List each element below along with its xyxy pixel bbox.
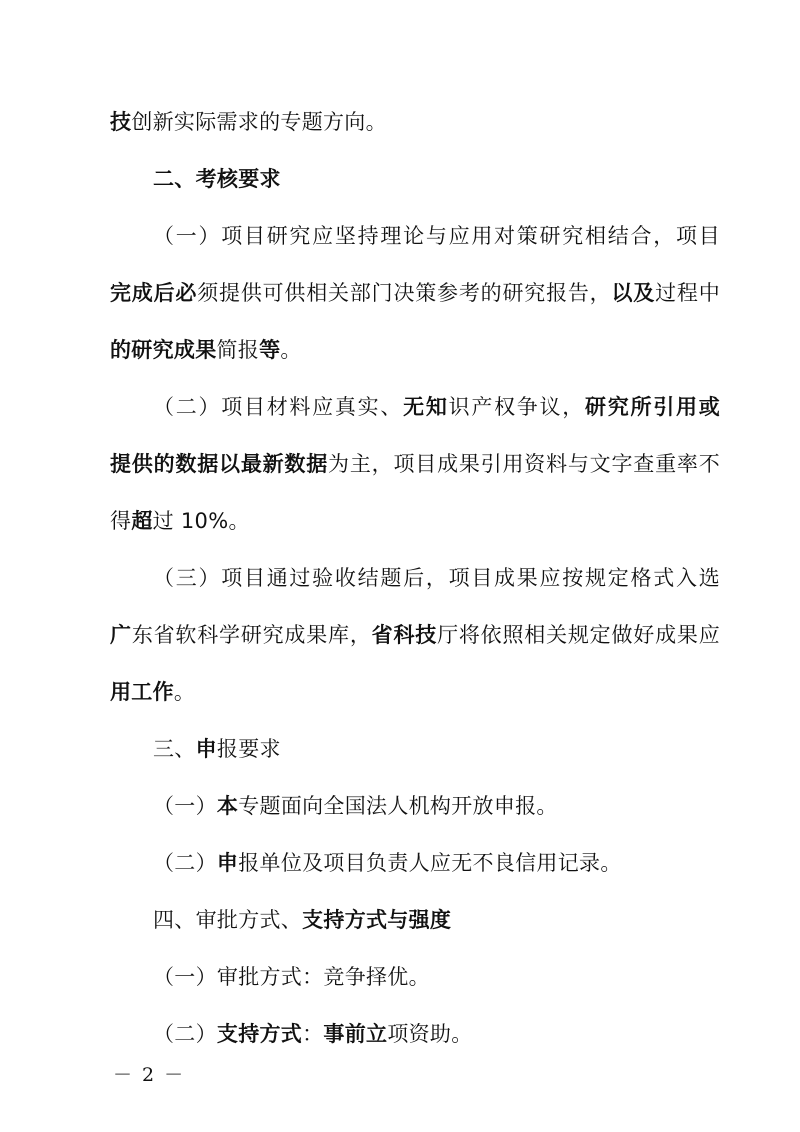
text: 报单位及项目负责人应无不良信用记录。 bbox=[238, 851, 622, 875]
item-number: （一） bbox=[153, 794, 217, 818]
item-2-2-line-3 bbox=[110, 507, 720, 535]
bold-text: 提供的数据以最新数据 bbox=[110, 452, 329, 476]
text: ： bbox=[302, 1022, 324, 1046]
text: 专题面向全国法人机构开放申报。 bbox=[238, 794, 558, 818]
item-number: （二） bbox=[153, 395, 222, 419]
item-2-3-line-1 bbox=[153, 564, 720, 592]
section-heading-4 bbox=[153, 906, 720, 934]
item-2-3-line-2 bbox=[110, 621, 720, 649]
bold-text: 申 bbox=[216, 851, 239, 875]
text: 厅将依照相关规定做好成果应 bbox=[437, 623, 720, 647]
item-number: （二） bbox=[153, 851, 217, 875]
bold-text: 等 bbox=[259, 338, 281, 362]
bold-text: 本 bbox=[216, 794, 239, 818]
text: 项目通过验收结题后，项目成果应按规定格式入选 bbox=[221, 566, 720, 590]
text: 四、审批方式、 bbox=[153, 908, 303, 932]
text: 项目研究应坚持理论与应用对策研究相结合，项目 bbox=[221, 224, 720, 248]
text: 审批方式：竞争择优。 bbox=[216, 965, 430, 989]
text: 东省软科学研究成果库， bbox=[131, 623, 372, 647]
item-number: （一） bbox=[153, 224, 222, 248]
bold-text: 广 bbox=[110, 623, 132, 647]
item-3-2 bbox=[153, 849, 720, 877]
bold-text: 用工作 bbox=[110, 680, 174, 704]
bold-text: 完成后必 bbox=[110, 281, 198, 305]
page-number: － 2 － bbox=[113, 1064, 186, 1086]
item-4-2 bbox=[153, 1020, 720, 1048]
item-2-2-line-2 bbox=[110, 450, 720, 478]
bold-text: 超 bbox=[131, 509, 153, 533]
bold-text: 事前立 bbox=[323, 1022, 388, 1046]
text: 得 bbox=[110, 509, 132, 533]
item-3-1 bbox=[153, 792, 720, 820]
bold-text: 的研究成果 bbox=[110, 338, 217, 362]
text: 简报 bbox=[216, 338, 260, 362]
section-heading-3 bbox=[153, 735, 720, 763]
text: 项目材料应真实、 bbox=[221, 395, 404, 419]
item-2-1-line-2 bbox=[110, 279, 720, 307]
bold-text: 省科技 bbox=[371, 623, 438, 647]
item-2-1-line-1 bbox=[153, 222, 720, 250]
text: 过 10%。 bbox=[152, 509, 250, 533]
item-number: （三） bbox=[153, 566, 222, 590]
paragraph-line bbox=[110, 108, 720, 136]
text: 创新实际需求的专题方向。 bbox=[131, 110, 387, 134]
text: 。 bbox=[280, 338, 302, 362]
text: 须提供可供相关部门决策参考的研究报告， bbox=[197, 281, 612, 305]
bold-text: 研究所引用或 bbox=[585, 395, 720, 419]
text: 报要求 bbox=[216, 737, 281, 761]
text: 识产权争议， bbox=[448, 395, 586, 419]
text: 过程中 bbox=[655, 281, 720, 305]
item-number: （二） bbox=[153, 1022, 217, 1046]
bold-text: 申 bbox=[195, 737, 217, 761]
text: 为主，项目成果引用资料与文字查重率不 bbox=[328, 452, 721, 476]
text: 。 bbox=[173, 680, 196, 704]
bold-text: 无知 bbox=[403, 395, 449, 419]
bold-text: 支持方式与强度 bbox=[302, 908, 452, 932]
section-heading-2: 二、考核要求 bbox=[153, 167, 281, 191]
bold-text: 支持方式 bbox=[216, 1022, 303, 1046]
item-2-1-line-3 bbox=[110, 336, 720, 364]
item-2-2-line-1 bbox=[153, 393, 720, 421]
text: 项资助。 bbox=[387, 1022, 473, 1046]
text: 三、 bbox=[153, 737, 196, 761]
item-number: （一） bbox=[153, 965, 217, 989]
bold-text: 以及 bbox=[611, 281, 656, 305]
bold-text: 技 bbox=[110, 110, 132, 134]
item-4-1 bbox=[153, 963, 720, 991]
item-2-3-line-3 bbox=[110, 678, 720, 706]
